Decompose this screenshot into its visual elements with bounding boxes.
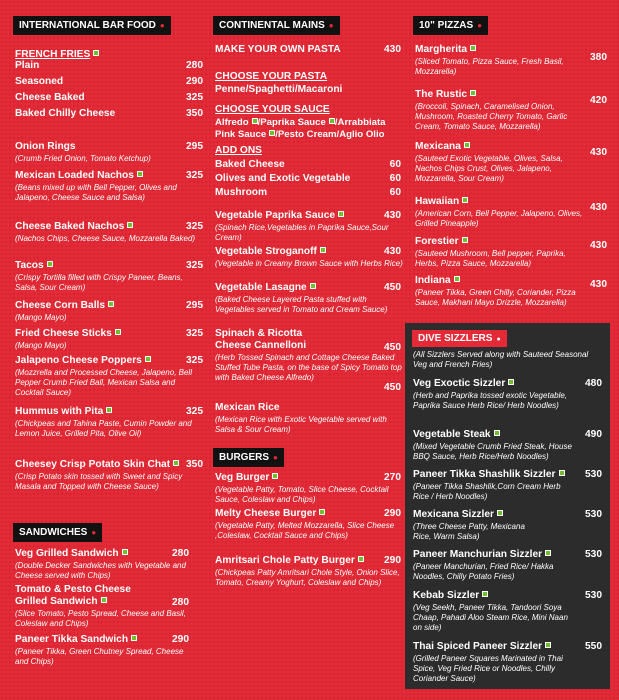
item-price: 550 bbox=[585, 641, 602, 652]
item-price: 350 bbox=[186, 459, 203, 470]
sauce-option: /Pesto Cream/Aglio Olio bbox=[275, 129, 385, 140]
menu-item bbox=[415, 196, 609, 229]
sizzler-intro bbox=[413, 349, 604, 370]
menu-item bbox=[215, 328, 403, 383]
item-desc: (Mango Mayo) bbox=[15, 313, 67, 322]
item-desc: (Chickpeas Patty Amritsari Chole Style, Onion Slice, Tomato, Creamy Yoghurt, Coleslaw and Chips) bbox=[215, 568, 400, 587]
menu-item bbox=[15, 328, 205, 351]
section-title: SANDWICHES bbox=[19, 527, 88, 538]
item-name: Paneer Manchurian Sizzler bbox=[413, 549, 543, 560]
item-desc: (Sauteed Exotic Vegetable, Olives, Salsa, Nachos Chips Crust, Olives, Jalapeno, Mozzarella, Sour Cream) bbox=[415, 154, 563, 183]
veg-icon bbox=[454, 276, 460, 282]
menu-item bbox=[15, 76, 205, 88]
item-desc: (Crisp Potato skin tossed with Sweet and Spicy Masala and Topped with Cheese Sauce) bbox=[15, 472, 183, 491]
veg-icon bbox=[173, 460, 179, 466]
intro-text: (All Sizzlers Served along with Sauteed Seasonal Veg and French Fries) bbox=[413, 350, 589, 369]
item-name: Mexican Rice bbox=[215, 402, 280, 413]
item-desc: (American Corn, Bell Pepper, Jalapeno, Olives, Grilled Pineapple) bbox=[415, 209, 583, 228]
menu-item bbox=[215, 382, 403, 435]
item-name: Jalapeno Cheese Poppers bbox=[15, 355, 142, 366]
item-name: Tomato & Pesto Cheese Grilled Sandwich bbox=[15, 584, 131, 607]
item-desc: (Vegetable Patty, Melted Mozzarella, Slice Cheese ,Coleslaw, Cocktail Sauce and Chips) bbox=[215, 521, 395, 540]
section-title: BURGERS bbox=[219, 452, 270, 463]
add-ons-label: ADD ONS bbox=[215, 145, 262, 156]
item-desc: (Crumb Fried Onion, Tomato Ketchup) bbox=[15, 154, 151, 163]
veg-icon bbox=[145, 356, 151, 362]
menu-item bbox=[15, 406, 205, 439]
item-name: Paneer Tikka Shashlik Sizzler bbox=[413, 469, 556, 480]
item-price: 280 bbox=[186, 60, 203, 71]
item-name: Mexicana Sizzler bbox=[413, 509, 494, 520]
item-desc: (Baked Cheese Layered Pasta stuffed with Vegetables served in Tomato and Cream Sauce) bbox=[215, 295, 388, 314]
item-desc: (Double Decker Sandwiches with Vegetable and Cheese served with Chips) bbox=[15, 561, 186, 580]
item-price: 60 bbox=[389, 187, 401, 198]
item-price: 480 bbox=[585, 378, 602, 389]
menu-item bbox=[413, 549, 604, 582]
item-name: Margherita bbox=[415, 44, 468, 55]
subheading bbox=[215, 145, 403, 157]
item-price: 450 bbox=[384, 382, 401, 393]
item-name: Paneer Tikka Sandwich bbox=[15, 634, 129, 645]
menu-item bbox=[215, 282, 403, 315]
veg-icon bbox=[464, 142, 470, 148]
sauce-option: /Arrabbiata bbox=[334, 117, 386, 128]
veg-icon bbox=[47, 261, 53, 267]
veg-icon bbox=[462, 237, 468, 243]
item-name: Cheese Baked Nachos bbox=[15, 221, 125, 232]
item-price: 60 bbox=[389, 159, 401, 170]
item-name: Vegetable Stroganoff bbox=[215, 246, 317, 257]
item-name: Veg Exoctic Sizzler bbox=[413, 378, 506, 389]
menu-item bbox=[15, 170, 205, 203]
item-price: 60 bbox=[389, 173, 401, 184]
item-price: 450 bbox=[384, 342, 401, 353]
item-price: 290 bbox=[186, 76, 203, 87]
veg-icon bbox=[310, 283, 316, 289]
veg-icon bbox=[115, 329, 121, 335]
menu-item bbox=[15, 260, 205, 293]
section-title: DIVE SIZZLERS bbox=[418, 333, 493, 344]
veg-icon bbox=[122, 549, 128, 555]
menu-item bbox=[15, 459, 205, 492]
section-header-sizzlers bbox=[412, 330, 507, 347]
veg-icon bbox=[494, 430, 500, 436]
addon-item bbox=[215, 159, 403, 171]
item-desc: (Chickpeas and Tahina Paste, Cumin Powder and Lemon Juice, Grilled Pita, Olive Oil) bbox=[15, 419, 192, 438]
item-desc: (Broccoli, Spinach, Caramelised Onion, Mushroom, Roasted Cherry Tomato, Garlic Cream, Tomato Sauce, Mozzarella) bbox=[415, 102, 568, 131]
bullet-icon: ● bbox=[477, 21, 483, 30]
item-desc: (Sauteed Mushroom, Bell pepper, Paprika, Herbs, Pizza Sauce, Mozzarella) bbox=[415, 249, 566, 268]
item-desc: (Mixed Vegetable Crumb Fried Steak, House BBQ Sauce, Herb Rice/Herb Noodles) bbox=[413, 442, 572, 461]
item-price: 530 bbox=[585, 509, 602, 520]
item-price: 325 bbox=[186, 328, 203, 339]
item-name: Fried Cheese Sticks bbox=[15, 328, 112, 339]
sauce-option: Pink Sauce bbox=[215, 129, 267, 140]
veg-icon bbox=[462, 197, 468, 203]
menu-item bbox=[15, 548, 191, 581]
item-desc: (Nachos Chips, Cheese Sauce, Mozzarella Baked) bbox=[15, 234, 196, 243]
menu-item bbox=[215, 472, 403, 505]
item-price: 280 bbox=[172, 597, 189, 608]
veg-icon bbox=[320, 247, 326, 253]
veg-icon bbox=[470, 90, 476, 96]
item-name: Mushroom bbox=[215, 187, 268, 198]
choose-pasta-label: CHOOSE YOUR PASTA bbox=[215, 71, 328, 82]
veg-icon bbox=[470, 45, 476, 51]
bullet-icon: ● bbox=[328, 21, 334, 30]
menu-item bbox=[413, 469, 604, 502]
menu-item bbox=[15, 141, 205, 164]
item-name: Hummus with Pita bbox=[15, 406, 104, 417]
item-desc: (Mango Mayo) bbox=[15, 341, 67, 350]
veg-icon bbox=[106, 407, 112, 413]
veg-icon bbox=[93, 50, 99, 56]
bullet-icon: ● bbox=[91, 528, 97, 537]
item-name: Cheese Baked bbox=[15, 92, 85, 103]
menu-item bbox=[15, 634, 191, 667]
bullet-icon: ● bbox=[496, 336, 501, 343]
item-desc: (Grilled Paneer Squares Marinated in Thai Spice, Veg Fried Rice or Noodles, Chilly Coriander Sauce) bbox=[413, 654, 563, 683]
menu-item bbox=[413, 590, 604, 633]
item-name: Amritsari Chole Patty Burger bbox=[215, 555, 355, 566]
section-header-continental bbox=[213, 16, 340, 35]
item-price: 380 bbox=[590, 52, 607, 63]
item-price: 530 bbox=[585, 469, 602, 480]
item-price: 325 bbox=[186, 221, 203, 232]
veg-icon bbox=[131, 635, 137, 641]
item-price: 290 bbox=[384, 508, 401, 519]
item-name: Vegetable Paprika Sauce bbox=[215, 210, 336, 221]
item-name: The Rustic bbox=[415, 89, 468, 100]
item-name: Veg Burger bbox=[215, 472, 270, 483]
item-name: Plain bbox=[15, 60, 40, 71]
item-price: 350 bbox=[186, 108, 203, 119]
item-name: Baked Chilly Cheese bbox=[15, 108, 116, 119]
item-price: 270 bbox=[384, 472, 401, 483]
menu-item bbox=[413, 378, 604, 411]
item-price: 290 bbox=[172, 634, 189, 645]
item-desc: (Vegetable in Creamy Brown Sauce with Herbs Rice) bbox=[215, 259, 403, 268]
item-name: MAKE YOUR OWN PASTA bbox=[215, 44, 341, 55]
item-price: 295 bbox=[186, 141, 203, 152]
item-name: Hawaiian bbox=[415, 196, 460, 207]
subheading bbox=[215, 104, 403, 116]
item-name: Cheese Corn Balls bbox=[15, 300, 106, 311]
item-price: 430 bbox=[590, 147, 607, 158]
addon-item bbox=[215, 187, 403, 199]
item-name: Seasoned bbox=[15, 76, 64, 87]
menu-item bbox=[413, 429, 604, 462]
item-name: Tacos bbox=[15, 260, 44, 271]
veg-icon bbox=[497, 510, 503, 516]
veg-icon bbox=[319, 509, 325, 515]
item-name: Indiana bbox=[415, 275, 451, 286]
item-price: 325 bbox=[186, 406, 203, 417]
item-desc: (Beans mixed up with Bell Pepper, Olives and Jalapeno, Cheese Sauce and Salsa) bbox=[15, 183, 177, 202]
item-desc: (Veg Seekh, Paneer Tikka, Tandoori Soya Chaap, Pahadi Aloo Steam Rice, Mini Naan on side) bbox=[413, 603, 568, 632]
item-desc: (Paneer Tikka, Green Chutney Spread, Cheese and Chips) bbox=[15, 647, 184, 666]
item-desc: (Paneer Tikka, Green Chilly, Coriander, Pizza Sauce, Makhani Mayo Drizzle, Mozzarella) bbox=[415, 288, 576, 307]
subheading bbox=[215, 71, 403, 83]
item-price: 430 bbox=[590, 279, 607, 290]
menu-item bbox=[215, 44, 403, 56]
menu-item bbox=[215, 555, 403, 588]
item-desc: (Mexican Rice with Exotic Vegetable served with Salsa & Sour Cream) bbox=[215, 415, 387, 434]
item-name: Spinach & Ricotta Cheese Cannelloni bbox=[215, 328, 307, 351]
pasta-options-text: Penne/Spaghetti/Macaroni bbox=[215, 84, 343, 95]
menu-item bbox=[413, 641, 604, 684]
item-price: 280 bbox=[172, 548, 189, 559]
menu-item bbox=[415, 89, 609, 132]
pasta-options bbox=[215, 84, 403, 96]
menu-item bbox=[215, 210, 403, 243]
item-name: Cheesey Crisp Potato Skin Chat bbox=[15, 459, 171, 470]
item-price: 430 bbox=[590, 202, 607, 213]
item-name: Baked Cheese bbox=[215, 159, 285, 170]
item-price: 530 bbox=[585, 549, 602, 560]
sizzlers-panel bbox=[405, 323, 610, 689]
item-price: 295 bbox=[186, 300, 203, 311]
item-desc: (Crispy Tortilla filled with Crispy Paneer, Beans, Salsa, Sour Cream) bbox=[15, 273, 183, 292]
veg-icon bbox=[101, 597, 107, 603]
item-price: 430 bbox=[384, 210, 401, 221]
item-price: 290 bbox=[384, 555, 401, 566]
section-header-sandwiches bbox=[13, 523, 102, 542]
item-desc: (Paneer Manchurian, Fried Rice/ Hakka Noodles, Chilly Potato Fries) bbox=[413, 562, 554, 581]
bullet-icon: ● bbox=[273, 453, 278, 462]
menu-item bbox=[15, 300, 205, 323]
veg-icon bbox=[508, 379, 514, 385]
menu-item bbox=[15, 60, 205, 72]
bullet-icon: ● bbox=[159, 21, 165, 30]
item-name: Vegetable Steak bbox=[413, 429, 491, 440]
veg-icon bbox=[545, 550, 551, 556]
item-desc: (Paneer Tikka Shashlik,Corn Cream Herb Rice / Herb Noodles) bbox=[413, 482, 561, 501]
menu-item bbox=[415, 275, 609, 308]
item-price: 325 bbox=[186, 92, 203, 103]
sauce-options bbox=[215, 117, 403, 141]
veg-icon bbox=[559, 470, 565, 476]
menu-item bbox=[215, 508, 403, 541]
menu-item bbox=[415, 44, 609, 77]
item-name: Thai Spiced Paneer Sizzler bbox=[413, 641, 543, 652]
addon-item bbox=[215, 173, 403, 185]
item-price: 325 bbox=[186, 260, 203, 271]
veg-icon bbox=[127, 222, 133, 228]
item-price: 325 bbox=[186, 355, 203, 366]
section-title: 10" PIZZAS bbox=[419, 20, 474, 31]
section-header-burgers bbox=[213, 448, 284, 467]
item-name: Mexicana bbox=[415, 141, 461, 152]
section-header-bar-food bbox=[13, 16, 171, 35]
veg-icon bbox=[338, 211, 344, 217]
item-price: 530 bbox=[585, 590, 602, 601]
menu-item bbox=[15, 92, 205, 104]
choose-sauce-label: CHOOSE YOUR SAUCE bbox=[215, 104, 330, 115]
item-price: 325 bbox=[186, 170, 203, 181]
item-desc: (Herb Tossed Spinach and Cottage Cheese Baked Stuffed Tube Pasta, on the base of Spicy Tomato top with Baked Cheese Alfredo) bbox=[215, 353, 402, 382]
item-price: 450 bbox=[384, 282, 401, 293]
menu-item bbox=[15, 584, 191, 629]
menu-item bbox=[15, 355, 205, 398]
menu-item bbox=[415, 141, 609, 184]
section-title: CONTINENTAL MAINS bbox=[219, 20, 325, 31]
item-desc: (Three Cheese Patty, Mexicana Rice, Warm Salsa) bbox=[413, 522, 525, 541]
sauce-option: Alfredo bbox=[215, 117, 249, 128]
item-desc: (Mozzrella and Processed Cheese, Jalapeno, Bell Pepper Crumb Fried Ball, Mexican Salsa and Cocktail Sauce) bbox=[15, 368, 192, 397]
veg-icon bbox=[137, 171, 143, 177]
veg-icon bbox=[108, 301, 114, 307]
item-name: Melty Cheese Burger bbox=[215, 508, 317, 519]
fries-title: FRENCH FRIES bbox=[15, 49, 91, 60]
item-price: 420 bbox=[590, 95, 607, 106]
section-title: INTERNATIONAL BAR FOOD bbox=[19, 20, 156, 31]
item-name: Onion Rings bbox=[15, 141, 76, 152]
menu-item bbox=[215, 246, 403, 269]
item-desc: (Spinach Rice,Vegetables in Paprika Sauce,Sour Cream) bbox=[215, 223, 389, 242]
item-desc: (Vegetable Patty, Tomato, Slice Cheese, Cocktail Sauce, Coleslaw and Chips) bbox=[215, 485, 389, 504]
item-price: 430 bbox=[384, 246, 401, 257]
sauce-option: /Paprika Sauce bbox=[257, 117, 326, 128]
item-name: Forestier bbox=[415, 236, 459, 247]
veg-icon bbox=[482, 591, 488, 597]
item-name: Vegetable Lasagne bbox=[215, 282, 307, 293]
veg-icon bbox=[545, 642, 551, 648]
item-desc: (Herb and Paprika tossed exotic Vegetable, Paprika Sauce Herb Rice/ Herb Noodles) bbox=[413, 391, 568, 410]
veg-icon bbox=[272, 473, 278, 479]
veg-icon bbox=[358, 556, 364, 562]
item-name: Mexican Loaded Nachos bbox=[15, 170, 134, 181]
item-name: Olives and Exotic Vegetable bbox=[215, 173, 351, 184]
item-price: 430 bbox=[384, 44, 401, 55]
menu-item bbox=[413, 509, 604, 542]
menu-item bbox=[15, 221, 205, 244]
item-desc: (Sliced Tomato, Pizza Sauce, Fresh Basil, Mozzarella) bbox=[415, 57, 564, 76]
item-desc: (Slice Tomato, Pesto Spread, Cheese and Basil, Coleslaw and Chips) bbox=[15, 609, 186, 628]
menu-item bbox=[415, 236, 609, 269]
item-name: Veg Grilled Sandwich bbox=[15, 548, 119, 559]
section-header-pizzas bbox=[413, 16, 488, 35]
item-price: 430 bbox=[590, 240, 607, 251]
menu-item bbox=[15, 108, 205, 120]
item-price: 490 bbox=[585, 429, 602, 440]
item-name: Kebab Sizzler bbox=[413, 590, 480, 601]
